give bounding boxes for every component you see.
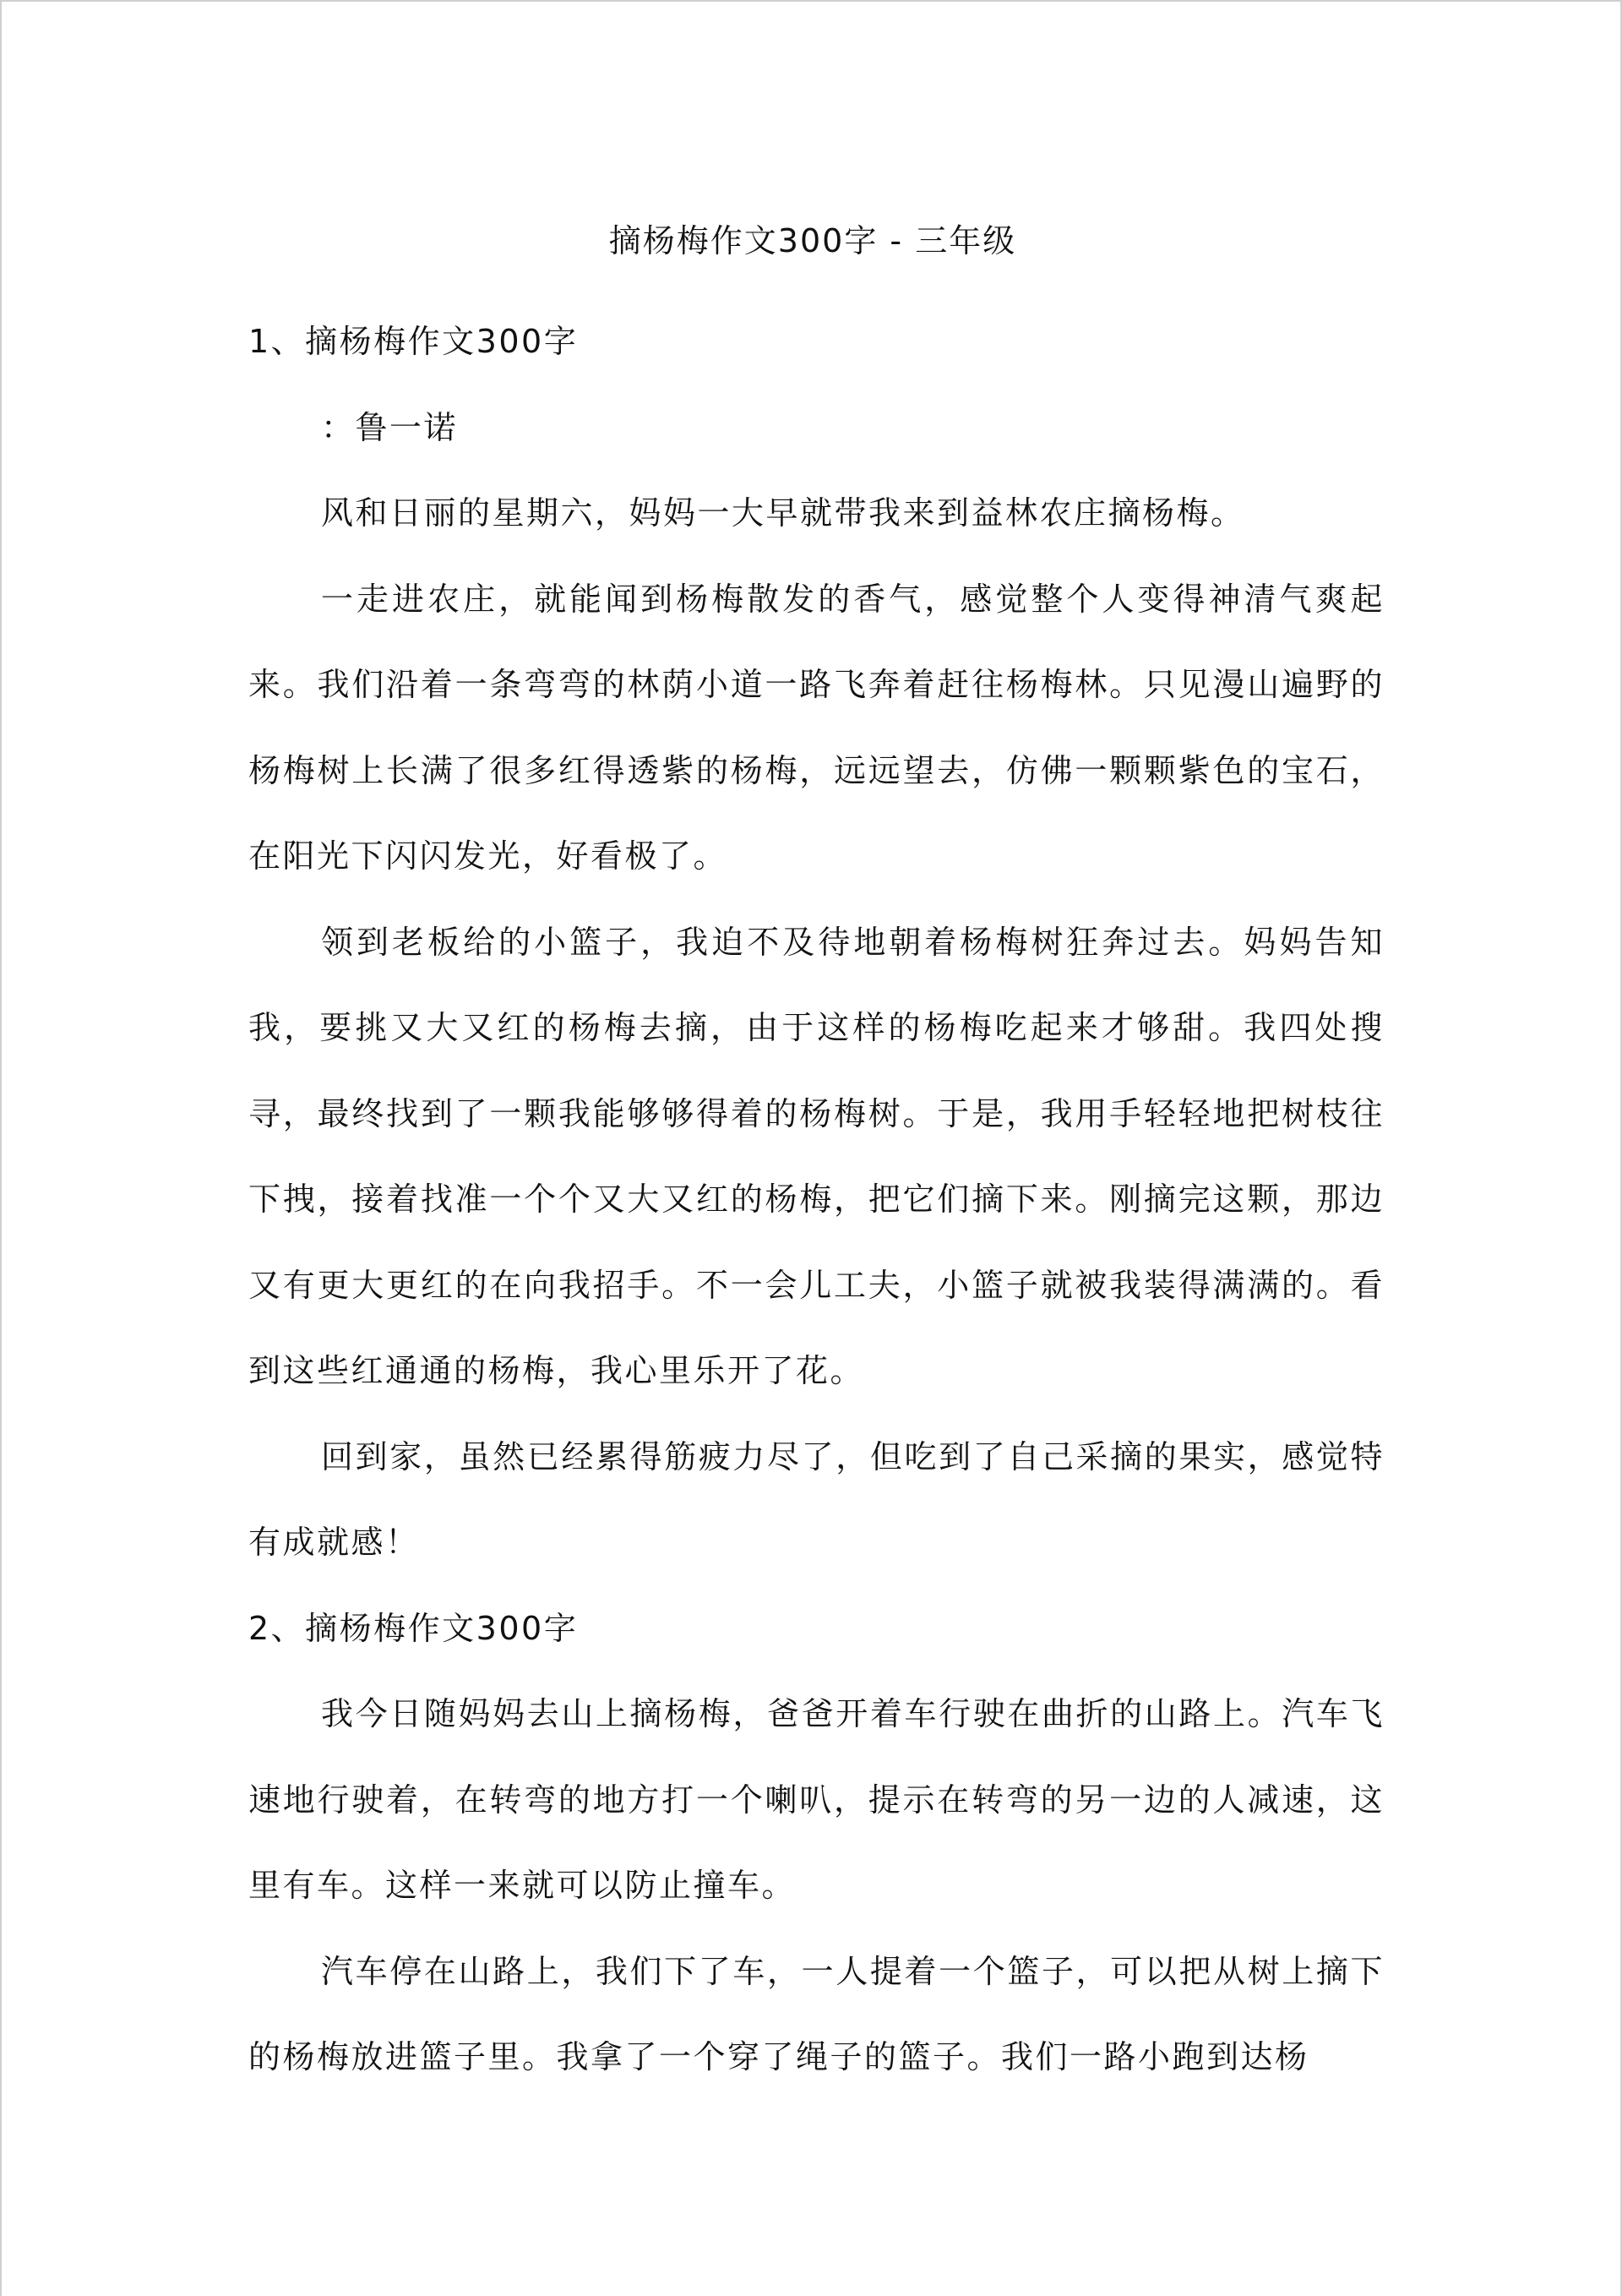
section-2-heading: 2、摘杨梅作文300字 — [248, 1609, 579, 1647]
paragraph: 领到老板给的小篮子，我迫不及待地朝着杨梅树狂奔过去。妈妈告知我，要挑又大又红的杨梅去摘，由于这样的杨梅吃起来才够甜。我四处搜寻，最终找到了一颗我能够够得着的杨梅树。于是，我用手轻轻地把树枝往下拽，接着找准一个个又大又红的杨梅，把它们摘下来。刚摘完这颗，那边又有更大更红的在向我招手。不一会儿工夫，小篮子就被我装得满满的。看到这些红通通的杨梅，我心里乐开了花。 — [248, 923, 1385, 1389]
paragraph: 汽车停在山路上，我们下了车，一人提着一个篮子，可以把从树上摘下的杨梅放进篮子里。我拿了一个穿了绳子的篮子。我们一路小跑到达杨 — [248, 1952, 1385, 2075]
document-body — [248, 299, 1385, 2101]
paragraph: 回到家，虽然已经累得筋疲力尽了，但吃到了自己采摘的果实，感觉特有成就感！ — [248, 1437, 1385, 1561]
document-title: 摘杨梅作文300字 - 三年级 — [608, 222, 1017, 259]
paragraph: 一走进农庄，就能闻到杨梅散发的香气，感觉整个人变得神清气爽起来。我们沿着一条弯弯的林荫小道一路飞奔着赶往杨梅林。只见漫山遍野的杨梅树上长满了很多红得透紫的杨梅，远远望去，仿佛一颗颗紫色的宝石，在阳光下闪闪发光，好看极了。 — [248, 580, 1385, 875]
paragraph: 风和日丽的星期六，妈妈一大早就带我来到益林农庄摘杨梅。 — [321, 494, 1245, 532]
section-1-heading: 1、摘杨梅作文300字 — [248, 323, 579, 360]
paragraph: 我今日随妈妈去山上摘杨梅，爸爸开着车行驶在曲折的山路上。汽车飞速地行驶着，在转弯的地方打一个喇叭，提示在转弯的另一边的人减速，这里有车。这样一来就可以防止撞车。 — [248, 1695, 1385, 1904]
section-1-author: ：鲁一诺 — [321, 408, 459, 446]
